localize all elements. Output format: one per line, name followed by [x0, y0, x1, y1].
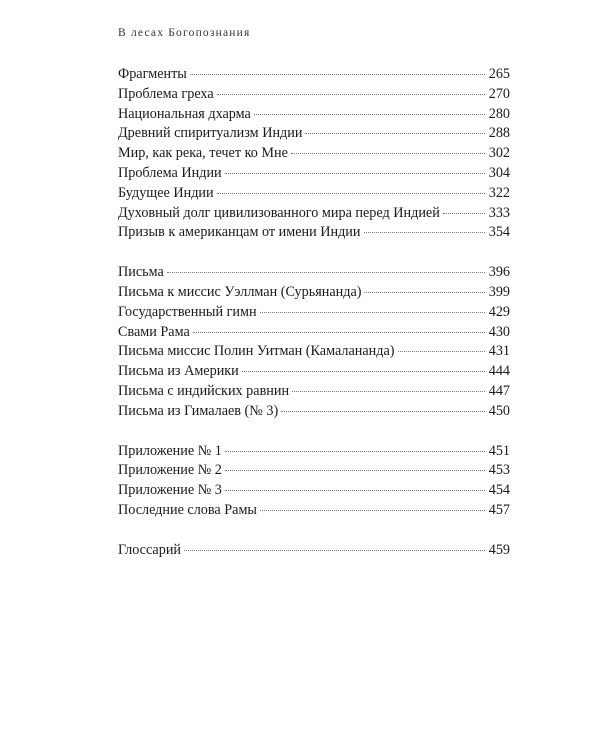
toc-entry[interactable] — [118, 204, 510, 224]
toc-entry[interactable] — [118, 541, 510, 561]
toc-entry[interactable] — [118, 442, 510, 462]
toc-dot-leader — [291, 153, 485, 154]
toc-entry[interactable] — [118, 184, 510, 204]
toc-entry-title: Приложение № 2 — [118, 462, 222, 479]
toc-dot-leader — [190, 74, 485, 75]
toc-entry[interactable] — [118, 105, 510, 125]
toc-entry-title: Письма — [118, 264, 164, 281]
toc-dot-leader — [242, 371, 485, 372]
toc-entry-page: 304 — [488, 164, 510, 181]
toc-entry-title: Проблема греха — [118, 85, 214, 102]
toc-entry-title: Древний спиритуализм Индии — [118, 125, 303, 142]
toc-dot-leader — [292, 391, 485, 392]
toc-group — [118, 263, 510, 421]
toc-entry[interactable] — [118, 164, 510, 184]
toc-dot-leader — [364, 232, 485, 233]
toc-dot-leader — [260, 312, 485, 313]
toc-dot-leader — [217, 193, 485, 194]
toc-group — [118, 65, 510, 243]
toc-entry-title: Национальная дхарма — [118, 105, 251, 122]
table-of-contents — [118, 65, 510, 581]
toc-entry-title: Духовный долг цивилизованного мира перед Индией — [118, 204, 440, 221]
toc-entry[interactable] — [118, 481, 510, 501]
toc-entry-page: 354 — [488, 224, 510, 241]
toc-entry-page: 396 — [488, 264, 510, 281]
toc-entry-page: 288 — [488, 125, 510, 142]
toc-entry[interactable] — [118, 65, 510, 85]
toc-group — [118, 442, 510, 521]
toc-entry[interactable] — [118, 501, 510, 521]
toc-entry-page: 431 — [488, 343, 510, 360]
toc-entry[interactable] — [118, 223, 510, 243]
toc-entry-page: 399 — [488, 283, 510, 300]
toc-entry-title: Письма из Америки — [118, 363, 239, 380]
toc-entry[interactable] — [118, 303, 510, 323]
toc-entry-title: Письма с индийских равнин — [118, 382, 290, 399]
toc-dot-leader — [443, 213, 485, 214]
toc-entry-title: Мир, как река, течет ко Мне — [118, 145, 288, 162]
toc-entry-title: Глоссарий — [118, 541, 182, 558]
toc-entry-page: 429 — [488, 303, 510, 320]
toc-dot-leader — [217, 94, 485, 95]
toc-dot-leader — [225, 470, 485, 471]
toc-entry-page: 457 — [488, 501, 510, 518]
toc-entry-page: 459 — [488, 541, 510, 558]
toc-dot-leader — [305, 133, 484, 134]
toc-entry-page: 322 — [488, 184, 510, 201]
toc-entry-page: 302 — [488, 145, 510, 162]
toc-entry[interactable] — [118, 342, 510, 362]
toc-entry[interactable] — [118, 263, 510, 283]
toc-entry-page: 454 — [488, 482, 510, 499]
toc-entry-page: 333 — [488, 204, 510, 221]
toc-entry-title: Фрагменты — [118, 66, 187, 82]
toc-entry-page: 444 — [488, 363, 510, 380]
toc-entry-page: 270 — [488, 85, 510, 102]
toc-entry-title: Государственный гимн — [118, 303, 257, 320]
toc-entry-page: 280 — [488, 105, 510, 122]
toc-entry-title: Призыв к американцам от имени Индии — [118, 224, 361, 241]
toc-entry-title: Письма миссис Полин Уитман (Камалананда) — [118, 343, 395, 360]
toc-entry-page: 450 — [488, 402, 510, 419]
toc-dot-leader — [225, 173, 485, 174]
toc-entry[interactable] — [118, 124, 510, 144]
running-header: В лесах Богопознания — [118, 27, 251, 39]
toc-entry[interactable] — [118, 382, 510, 402]
toc-dot-leader — [254, 114, 485, 115]
toc-entry-title: Письма к миссис Уэллман (Сурьянанда) — [118, 283, 362, 300]
toc-group — [118, 541, 510, 561]
toc-dot-leader — [281, 411, 485, 412]
toc-dot-leader — [184, 550, 485, 551]
toc-entry-title: Приложение № 1 — [118, 442, 222, 459]
toc-dot-leader — [398, 351, 485, 352]
toc-dot-leader — [364, 292, 484, 293]
toc-entry[interactable] — [118, 323, 510, 343]
toc-entry-title: Приложение № 3 — [118, 482, 222, 499]
toc-entry-page: 265 — [488, 66, 510, 82]
toc-entry-page: 451 — [488, 442, 510, 459]
toc-dot-leader — [225, 451, 485, 452]
toc-dot-leader — [225, 490, 485, 491]
toc-entry[interactable] — [118, 402, 510, 422]
toc-entry-page: 430 — [488, 323, 510, 340]
toc-entry-page: 447 — [488, 382, 510, 399]
toc-entry-title: Свами Рама — [118, 323, 190, 340]
toc-entry-title: Проблема Индии — [118, 164, 222, 181]
toc-dot-leader — [193, 332, 485, 333]
toc-entry-title: Письма из Гималаев (№ 3) — [118, 402, 279, 419]
toc-entry[interactable] — [118, 362, 510, 382]
toc-entry-page: 453 — [488, 462, 510, 479]
toc-entry-title: Последние слова Рамы — [118, 501, 257, 518]
toc-entry[interactable] — [118, 85, 510, 105]
toc-entry[interactable] — [118, 283, 510, 303]
toc-dot-leader — [167, 272, 485, 273]
toc-entry[interactable] — [118, 461, 510, 481]
toc-entry[interactable] — [118, 144, 510, 164]
toc-dot-leader — [260, 510, 485, 511]
toc-entry-title: Будущее Индии — [118, 184, 214, 201]
